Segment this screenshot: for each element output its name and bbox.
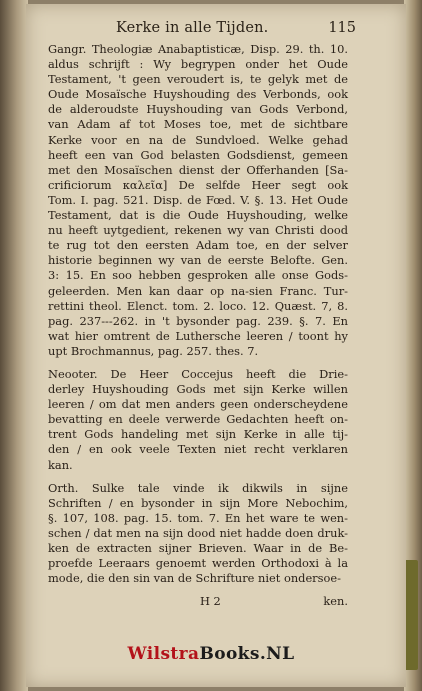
- paragraph-gap: [48, 359, 348, 367]
- text-line: leeren / om dat men anders geen onderscheydene: [48, 397, 348, 412]
- text-line: upt Brochmannus, pag. 257. thes. 7.: [48, 343, 259, 358]
- text-line: bevatting en deele verwerde Gedachten heeft on-: [48, 412, 348, 427]
- body-text: [48, 42, 348, 586]
- text-line: geleerden. Men kan daar op na-sien Franc. Tur-: [48, 283, 348, 298]
- text-line: Neooter. De Heer Coccejus heeft die Drie-: [48, 366, 348, 381]
- text-line: te rug tot den eersten Adam toe, en der selver: [48, 238, 348, 253]
- scan-edge-left: [0, 0, 28, 691]
- text-line: nu heeft uytgedient, rekenen wy van Christi dood: [48, 223, 348, 238]
- text-line: rettini theol. Elenct. tom. 2. loco. 12. Quæst. 7, 8.: [48, 298, 348, 313]
- catchword: ken.: [323, 594, 348, 608]
- watermark-part-2: Books.NL: [199, 644, 295, 664]
- signature-mark: H 2: [200, 594, 221, 608]
- text-line: §. 107, 108. pag. 15. tom. 7. En het ware te wen-: [48, 510, 348, 525]
- watermark-part-1: Wilstra: [127, 644, 200, 664]
- text-line: met den Mosaïschen dienst der Offerhanden [Sa-: [48, 162, 348, 177]
- text-line: Schriften / en bysonder in sijn More Nebochim,: [48, 495, 348, 510]
- text-line: mode, die den sin van de Schrifture niet ondersoe-: [48, 571, 341, 586]
- text-line: ken de extracten sijner Brieven. Waar in de Be-: [48, 541, 348, 555]
- text-line: wat hier omtrent de Luthersche leeren / toont hy: [48, 328, 348, 343]
- text-line: Kerke voor en na de Sundvloed. Welke gehad: [48, 132, 348, 147]
- text-line: de alderoudste Huyshouding van Gods Verbond,: [48, 102, 348, 117]
- text-line: pag. 237---262. in 't bysonder pag. 239. §. 7. En: [48, 313, 348, 328]
- running-head-title: Kerke in alle Tijden.: [116, 20, 269, 36]
- text-line: Orth. Sulke tale vinde ik dikwils in sijne: [48, 480, 348, 495]
- footer-line: [48, 594, 348, 610]
- text-line: aldus schrijft : Wy begrypen onder het Oude: [48, 57, 348, 72]
- text-line: heeft een van God belasten Godsdienst, gemeen: [48, 147, 348, 162]
- text-line: Tom. I. pag. 521. Disp. de Fœd. V. §. 13. Het Oude: [48, 192, 348, 207]
- watermark: [0, 644, 422, 670]
- text-line: derley Huyshouding Gods met sijn Kerke willen: [48, 382, 348, 397]
- text-line: Testament, 't geen veroudert is, te gelyk met de: [48, 72, 348, 87]
- page-number: 115: [328, 20, 356, 36]
- text-line: trent Gods handeling met sijn Kerke in alle tij-: [48, 427, 348, 442]
- text-line: Testament, dat is die Oude Huyshouding, welke: [48, 208, 348, 223]
- text-line: 3: 15. En soo hebben gesproken alle onse Gods-: [48, 268, 348, 283]
- text-line: kan.: [48, 457, 73, 472]
- text-line: proefde Leeraars genoemt werden Orthodoxi à la: [48, 556, 348, 571]
- text-line: schen / dat men na sijn dood niet hadde doen druk-: [48, 525, 348, 540]
- text-line: den / en ook veele Texten niet recht verklaren: [48, 442, 348, 457]
- running-head: [46, 16, 356, 42]
- text-line: Gangr. Theologiæ Anabaptisticæ, Disp. 29. th. 10.: [48, 42, 348, 56]
- text-line: crificiorum καλεῖα] De selfde Heer segt ook: [48, 177, 348, 192]
- text-line: van Adam af tot Moses toe, met de sichtbare: [48, 117, 348, 132]
- text-line: Oude Mosaïsche Huyshouding des Verbonds, ook: [48, 87, 348, 102]
- paragraph-gap: [48, 473, 348, 481]
- text-line: historie beginnen wy van de eerste Belofte. Gen.: [48, 253, 348, 268]
